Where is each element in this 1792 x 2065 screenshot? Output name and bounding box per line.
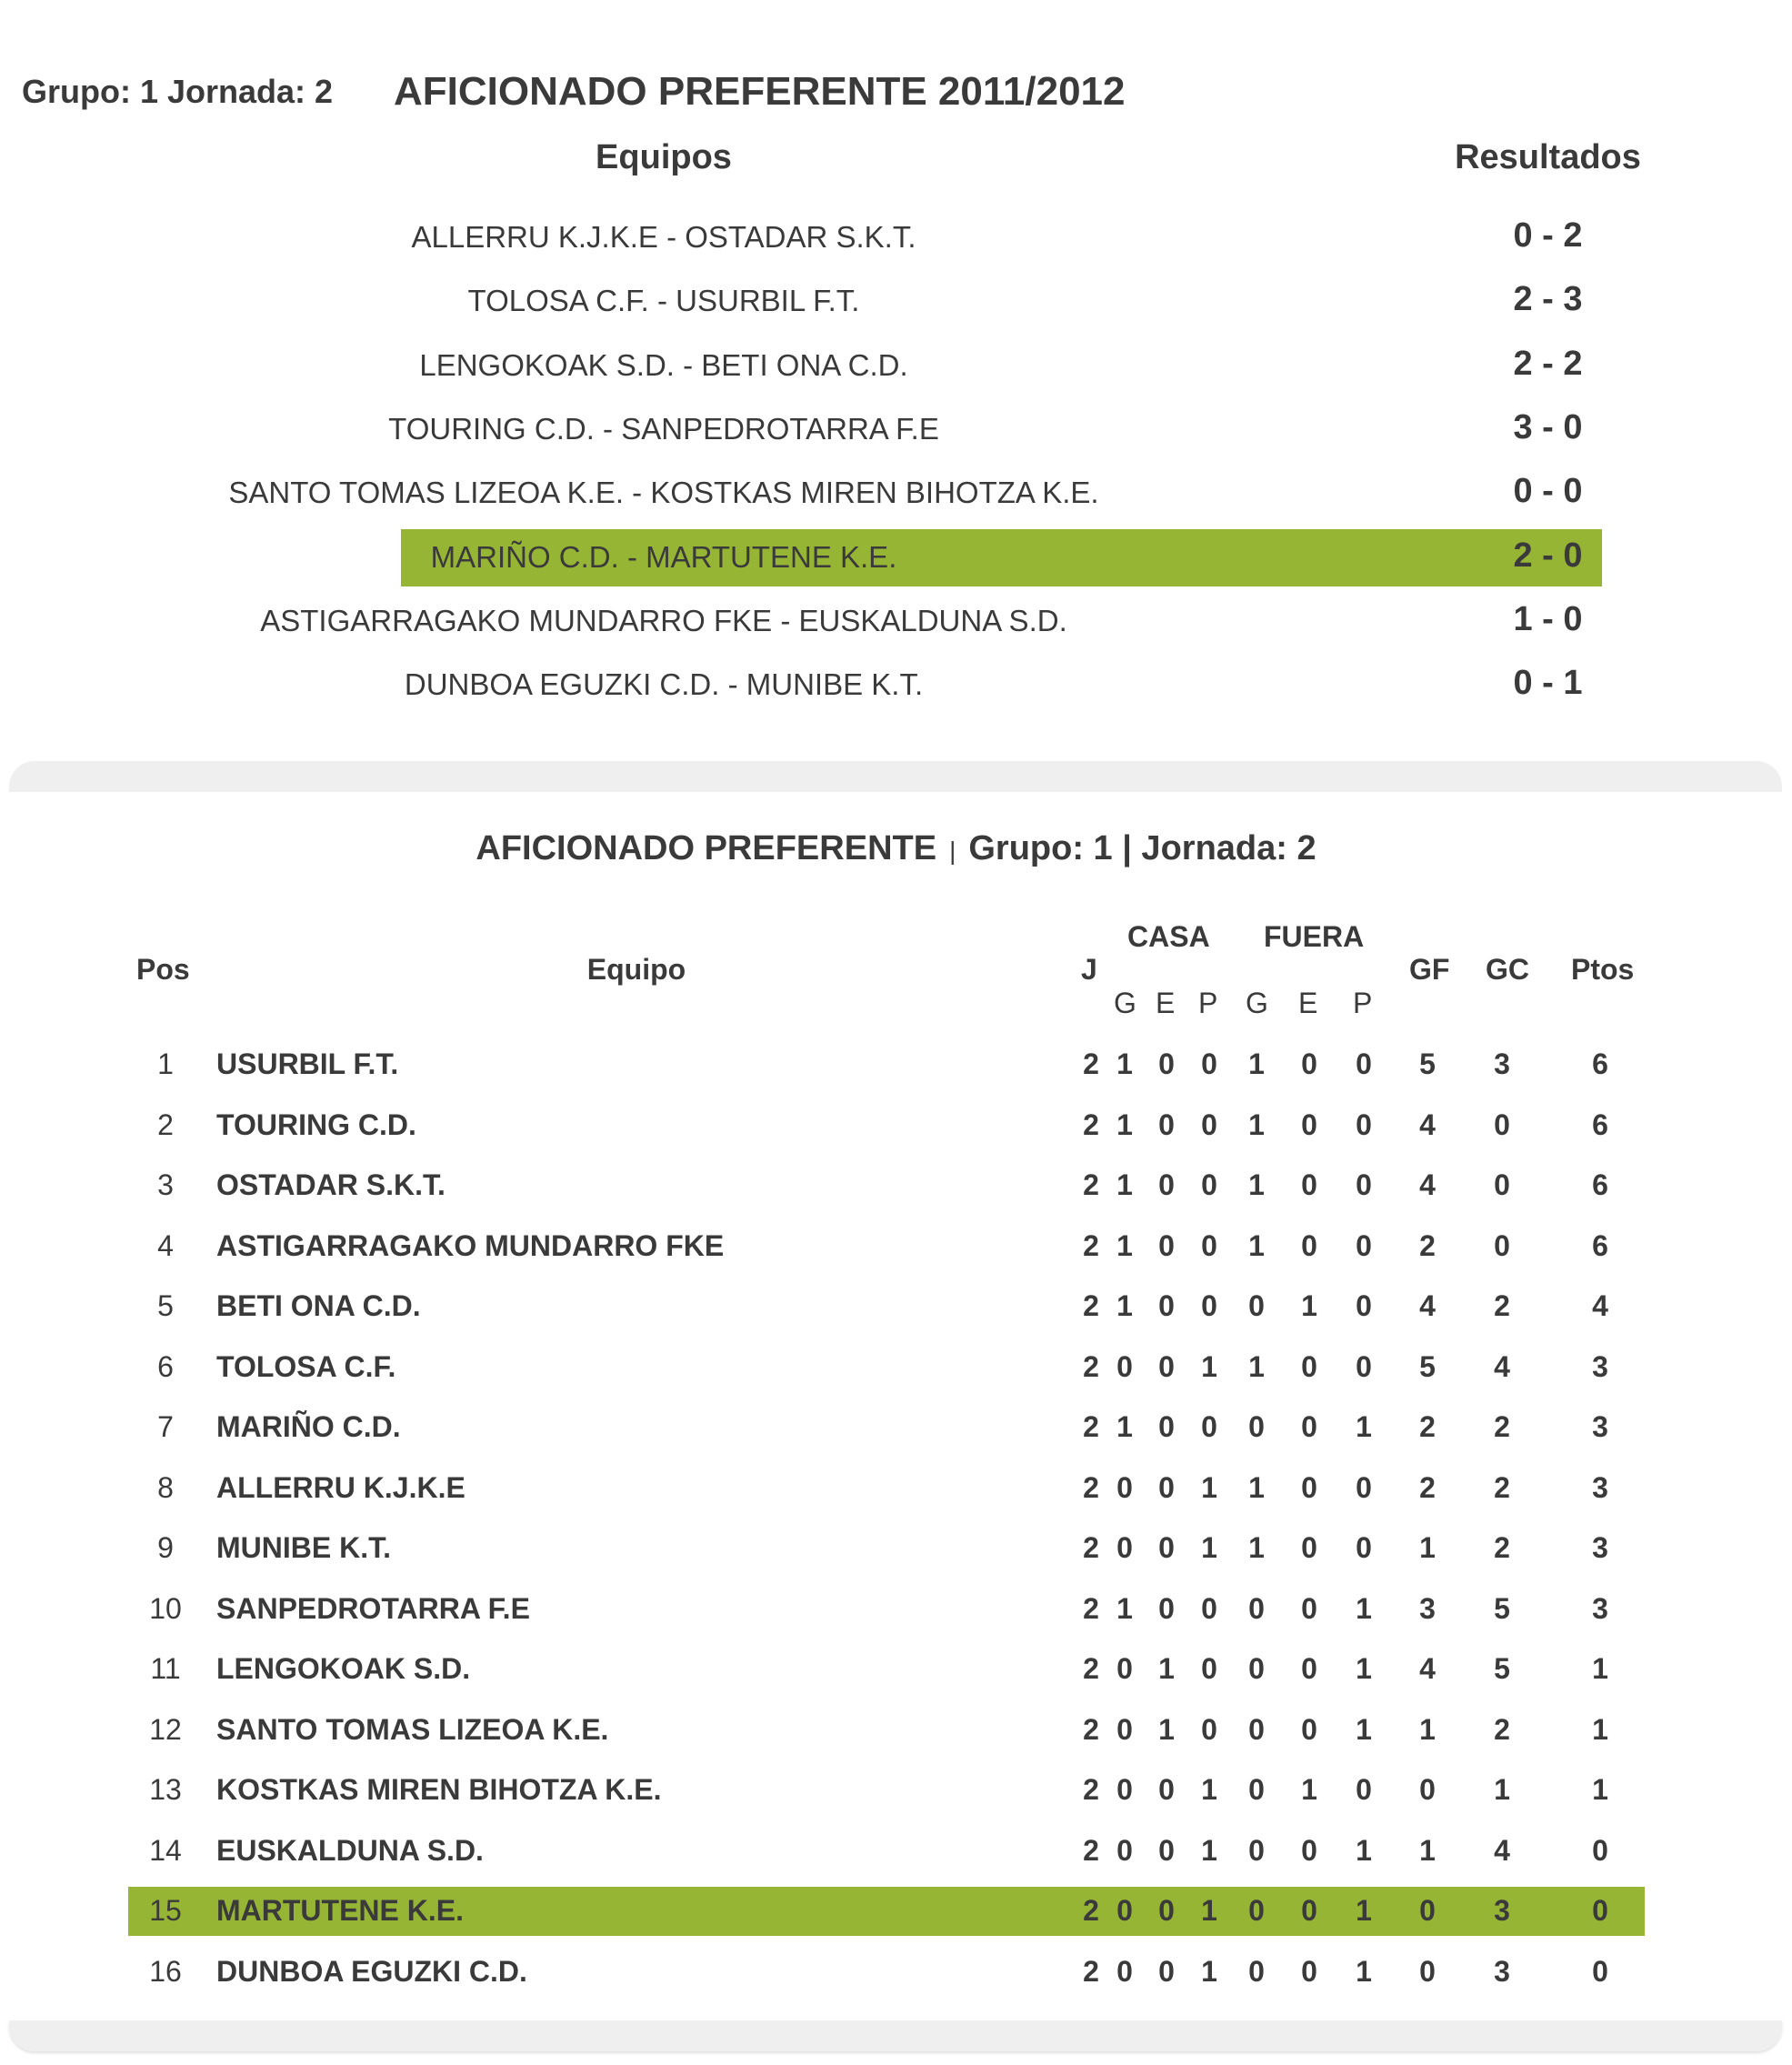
cell-fp: 0 (1356, 1168, 1372, 1201)
match-teams: LENGOKOAK S.D. - BETI ONA C.D. (419, 347, 908, 382)
cell-gf: 2 (1419, 1228, 1436, 1262)
standings-competition: AFICIONADO PREFERENTE (476, 829, 937, 867)
cell-fe: 0 (1301, 1410, 1317, 1443)
cell-j: 2 (1083, 1289, 1099, 1322)
cell-fg: 1 (1248, 1168, 1265, 1201)
cell-j: 2 (1083, 1470, 1099, 1504)
cell-team: MARIÑO C.D. (216, 1410, 401, 1443)
table-row (0, 1161, 1792, 1210)
cell-fp: 0 (1356, 1773, 1372, 1806)
cell-cp: 0 (1201, 1228, 1217, 1262)
cell-team: LENGOKOAK S.D. (216, 1652, 471, 1685)
table-row (0, 1827, 1792, 1876)
cell-gf: 4 (1419, 1168, 1436, 1201)
cell-pos: 16 (149, 1954, 182, 1988)
cell-fp: 0 (1356, 1048, 1372, 1080)
cell-cg: 1 (1116, 1168, 1133, 1201)
cell-j: 2 (1083, 1894, 1099, 1927)
cell-gc: 3 (1494, 1894, 1510, 1927)
cell-ce: 0 (1158, 1048, 1175, 1080)
cell-fp: 1 (1356, 1954, 1372, 1988)
cell-j: 2 (1083, 1591, 1099, 1625)
cell-gc: 2 (1494, 1470, 1510, 1504)
match-score: 3 - 0 (1513, 407, 1583, 446)
cell-cp: 1 (1201, 1954, 1217, 1988)
cell-pts: 0 (1592, 1833, 1608, 1867)
cell-gc: 4 (1494, 1833, 1510, 1867)
table-row (0, 1948, 1792, 1997)
cell-team: SANPEDROTARRA F.E (216, 1591, 530, 1625)
cell-team: MARTUTENE K.E. (216, 1894, 464, 1927)
cell-gc: 2 (1494, 1410, 1510, 1443)
cell-pts: 6 (1592, 1228, 1608, 1262)
col-header-teams: Equipos (596, 138, 732, 176)
cell-ce: 0 (1158, 1349, 1175, 1383)
cell-team: USURBIL F.T. (216, 1048, 399, 1080)
cell-fe: 0 (1301, 1108, 1317, 1141)
cell-cg: 0 (1116, 1773, 1133, 1806)
cell-team: EUSKALDUNA S.D. (216, 1833, 484, 1867)
table-row (0, 1403, 1792, 1452)
match-score: 2 - 3 (1513, 280, 1583, 319)
group-header-casa: CASA (1127, 920, 1210, 953)
cell-gc: 5 (1494, 1652, 1510, 1685)
cell-fp: 1 (1356, 1894, 1372, 1927)
cell-cg: 0 (1116, 1833, 1133, 1867)
cell-fg: 0 (1248, 1894, 1265, 1927)
cell-fe: 0 (1301, 1894, 1317, 1927)
table-row (0, 1343, 1792, 1392)
cell-j: 2 (1083, 1228, 1099, 1262)
cell-j: 2 (1083, 1168, 1099, 1201)
cell-fg: 0 (1248, 1773, 1265, 1806)
cell-team: ASTIGARRAGAKO MUNDARRO FKE (216, 1228, 725, 1262)
cell-ce: 0 (1158, 1773, 1175, 1806)
match-teams: ALLERRU K.J.K.E - OSTADAR S.K.T. (411, 220, 916, 254)
cell-pts: 4 (1592, 1289, 1608, 1322)
cell-cg: 1 (1116, 1108, 1133, 1141)
cell-ce: 0 (1158, 1108, 1175, 1141)
match-teams: ASTIGARRAGAKO MUNDARRO FKE - EUSKALDUNA S.D. (260, 603, 1067, 637)
cell-gc: 0 (1494, 1228, 1510, 1262)
cell-ce: 0 (1158, 1954, 1175, 1988)
cell-gf: 2 (1419, 1470, 1436, 1504)
table-row (0, 1040, 1792, 1089)
cell-fp: 0 (1356, 1289, 1372, 1322)
cell-pts: 3 (1592, 1591, 1608, 1625)
match-row (0, 401, 1792, 458)
match-score: 2 - 2 (1513, 344, 1583, 383)
cell-cp: 1 (1201, 1349, 1217, 1383)
cell-fp: 1 (1356, 1652, 1372, 1685)
table-row (0, 1585, 1792, 1634)
cell-fp: 0 (1356, 1349, 1372, 1383)
cell-cp: 0 (1201, 1048, 1217, 1080)
cell-cg: 0 (1116, 1954, 1133, 1988)
cell-cp: 0 (1201, 1591, 1217, 1625)
cell-fg: 0 (1248, 1410, 1265, 1443)
cell-pos: 15 (149, 1894, 182, 1927)
table-row (0, 1282, 1792, 1331)
cell-team: TOLOSA C.F. (216, 1349, 396, 1383)
col-header-gf: GF (1409, 953, 1450, 986)
sub-header-casa-g: G (1114, 987, 1136, 1019)
match-row (0, 209, 1792, 266)
cell-fe: 0 (1301, 1712, 1317, 1746)
cell-gc: 3 (1494, 1048, 1510, 1080)
table-row (0, 1101, 1792, 1150)
cell-pos: 7 (157, 1410, 174, 1443)
match-row (0, 337, 1792, 395)
cell-fe: 0 (1301, 1048, 1317, 1080)
cell-gc: 2 (1494, 1289, 1510, 1322)
cell-cg: 1 (1116, 1228, 1133, 1262)
cell-cp: 0 (1201, 1289, 1217, 1322)
cell-ce: 0 (1158, 1410, 1175, 1443)
col-header-pts: Ptos (1571, 953, 1635, 986)
cell-fg: 0 (1248, 1591, 1265, 1625)
cell-cg: 1 (1116, 1289, 1133, 1322)
cell-cg: 1 (1116, 1410, 1133, 1443)
table-row-highlighted (0, 1887, 1792, 1936)
cell-j: 2 (1083, 1108, 1099, 1141)
sub-header-casa-e: E (1156, 987, 1176, 1019)
cell-j: 2 (1083, 1410, 1099, 1443)
cell-pts: 0 (1592, 1954, 1608, 1988)
cell-team: OSTADAR S.K.T. (216, 1168, 445, 1201)
cell-gf: 1 (1419, 1531, 1436, 1564)
cell-gf: 0 (1419, 1894, 1436, 1927)
table-row (0, 1524, 1792, 1573)
cell-fg: 1 (1248, 1108, 1265, 1141)
cell-pos: 12 (149, 1712, 182, 1746)
cell-cg: 0 (1116, 1531, 1133, 1564)
cell-team: ALLERRU K.J.K.E (216, 1470, 466, 1504)
match-score: 1 - 0 (1513, 599, 1583, 638)
cell-ce: 1 (1158, 1712, 1175, 1746)
cell-fp: 0 (1356, 1228, 1372, 1262)
cell-fg: 0 (1248, 1712, 1265, 1746)
cell-j: 2 (1083, 1048, 1099, 1080)
cell-cg: 1 (1116, 1591, 1133, 1625)
cell-gc: 2 (1494, 1531, 1510, 1564)
cell-fp: 1 (1356, 1591, 1372, 1625)
match-row (0, 465, 1792, 522)
cell-gf: 3 (1419, 1591, 1436, 1625)
cell-fp: 0 (1356, 1470, 1372, 1504)
cell-gf: 1 (1419, 1833, 1436, 1867)
cell-gc: 1 (1494, 1773, 1510, 1806)
match-score: 0 - 1 (1513, 664, 1583, 703)
match-score: 2 - 0 (1513, 536, 1583, 575)
cell-fg: 1 (1248, 1228, 1265, 1262)
cell-fp: 1 (1356, 1833, 1372, 1867)
match-row-highlighted (0, 529, 1792, 586)
cell-pos: 14 (149, 1833, 182, 1867)
match-teams: MARIÑO C.D. - MARTUTENE K.E. (430, 539, 897, 574)
cell-ce: 0 (1158, 1894, 1175, 1927)
title-separator: | (949, 837, 956, 865)
cell-cg: 0 (1116, 1470, 1133, 1504)
cell-gf: 2 (1419, 1410, 1436, 1443)
cell-ce: 0 (1158, 1168, 1175, 1201)
cell-fe: 0 (1301, 1349, 1317, 1383)
cell-gc: 0 (1494, 1168, 1510, 1201)
cell-gf: 4 (1419, 1289, 1436, 1322)
cell-fg: 1 (1248, 1531, 1265, 1564)
cell-cg: 0 (1116, 1652, 1133, 1685)
col-header-j: J (1081, 953, 1097, 986)
cell-gf: 5 (1419, 1048, 1436, 1080)
group-header-fuera: FUERA (1264, 920, 1365, 953)
cell-team: DUNBOA EGUZKI C.D. (216, 1954, 527, 1988)
cell-ce: 0 (1158, 1289, 1175, 1322)
sub-header-fuera-p: P (1353, 987, 1373, 1019)
cell-fg: 0 (1248, 1833, 1265, 1867)
cell-pos: 9 (157, 1531, 174, 1564)
match-row (0, 657, 1792, 714)
cell-gc: 4 (1494, 1349, 1510, 1383)
cell-fe: 1 (1301, 1773, 1317, 1806)
cell-pos: 11 (150, 1652, 181, 1685)
match-teams: DUNBOA EGUZKI C.D. - MUNIBE K.T. (404, 667, 924, 702)
cell-gf: 1 (1419, 1712, 1436, 1746)
cell-pos: 1 (157, 1048, 174, 1080)
cell-fe: 0 (1301, 1168, 1317, 1201)
cell-gf: 0 (1419, 1773, 1436, 1806)
cell-ce: 0 (1158, 1470, 1175, 1504)
cell-pts: 3 (1592, 1349, 1608, 1383)
cell-fp: 1 (1356, 1712, 1372, 1746)
cell-pos: 13 (149, 1773, 182, 1806)
cell-pts: 6 (1592, 1168, 1608, 1201)
col-header-gc: GC (1486, 953, 1529, 986)
cell-pts: 3 (1592, 1410, 1608, 1443)
cell-cg: 0 (1116, 1894, 1133, 1927)
cell-pos: 2 (157, 1108, 174, 1141)
cell-pts: 1 (1592, 1712, 1608, 1746)
cell-ce: 1 (1158, 1652, 1175, 1685)
cell-pts: 3 (1592, 1470, 1608, 1504)
cell-fp: 0 (1356, 1108, 1372, 1141)
col-header-results: Resultados (1455, 138, 1641, 176)
match-score: 0 - 0 (1513, 472, 1583, 511)
cell-ce: 0 (1158, 1591, 1175, 1625)
cell-fe: 0 (1301, 1470, 1317, 1504)
cell-cp: 0 (1201, 1652, 1217, 1685)
table-row (0, 1766, 1792, 1815)
standings-subtitle: Grupo: 1 | Jornada: 2 (968, 829, 1316, 867)
cell-pos: 4 (157, 1228, 174, 1262)
cell-fp: 1 (1356, 1410, 1372, 1443)
cell-fe: 0 (1301, 1591, 1317, 1625)
cell-gf: 0 (1419, 1954, 1436, 1988)
cell-j: 2 (1083, 1652, 1099, 1685)
cell-fe: 1 (1301, 1289, 1317, 1322)
cell-team: TOURING C.D. (216, 1108, 416, 1141)
cell-gc: 5 (1494, 1591, 1510, 1625)
cell-gc: 2 (1494, 1712, 1510, 1746)
cell-gf: 4 (1419, 1108, 1436, 1141)
match-teams: TOURING C.D. - SANPEDROTARRA F.E (388, 411, 939, 446)
cell-cp: 1 (1201, 1470, 1217, 1504)
match-row (0, 593, 1792, 650)
cell-j: 2 (1083, 1954, 1099, 1988)
cell-cp: 0 (1201, 1410, 1217, 1443)
col-header-team: Equipo (586, 953, 686, 986)
cell-fg: 1 (1248, 1048, 1265, 1080)
table-row (0, 1706, 1792, 1755)
cell-pts: 3 (1592, 1531, 1608, 1564)
cell-gf: 5 (1419, 1349, 1436, 1383)
group-round-label: Grupo: 1 Jornada: 2 (22, 73, 334, 110)
cell-fe: 0 (1301, 1954, 1317, 1988)
cell-fg: 1 (1248, 1470, 1265, 1504)
cell-j: 2 (1083, 1531, 1099, 1564)
cell-cp: 1 (1201, 1894, 1217, 1927)
page-title: AFICIONADO PREFERENTE 2011/2012 (394, 69, 1126, 114)
cell-fe: 0 (1301, 1228, 1317, 1262)
cell-cp: 0 (1201, 1168, 1217, 1201)
cell-pts: 1 (1592, 1652, 1608, 1685)
cell-fg: 0 (1248, 1652, 1265, 1685)
cell-fg: 0 (1248, 1954, 1265, 1988)
cell-pos: 5 (157, 1289, 174, 1322)
match-row (0, 273, 1792, 330)
cell-pos: 6 (157, 1349, 174, 1383)
standings-title (0, 829, 1792, 868)
cell-fe: 0 (1301, 1833, 1317, 1867)
cell-gf: 4 (1419, 1652, 1436, 1685)
cell-team: BETI ONA C.D. (216, 1289, 421, 1322)
cell-j: 2 (1083, 1349, 1099, 1383)
cell-cg: 0 (1116, 1712, 1133, 1746)
cell-cp: 1 (1201, 1833, 1217, 1867)
cell-j: 2 (1083, 1833, 1099, 1867)
cell-pts: 6 (1592, 1108, 1608, 1141)
cell-fg: 0 (1248, 1289, 1265, 1322)
table-row (0, 1222, 1792, 1271)
cell-pos: 8 (157, 1470, 174, 1504)
match-score: 0 - 2 (1513, 216, 1583, 255)
cell-cp: 0 (1201, 1712, 1217, 1746)
cell-ce: 0 (1158, 1531, 1175, 1564)
sub-header-casa-p: P (1198, 987, 1218, 1019)
cell-cp: 0 (1201, 1108, 1217, 1141)
sub-header-fuera-g: G (1246, 987, 1268, 1019)
sub-header-fuera-e: E (1298, 987, 1318, 1019)
table-row (0, 1645, 1792, 1694)
cell-j: 2 (1083, 1773, 1099, 1806)
cell-gc: 3 (1494, 1954, 1510, 1988)
cell-pts: 0 (1592, 1894, 1608, 1927)
cell-ce: 0 (1158, 1833, 1175, 1867)
cell-pts: 1 (1592, 1773, 1608, 1806)
cell-fg: 1 (1248, 1349, 1265, 1383)
cell-cg: 1 (1116, 1048, 1133, 1080)
col-header-pos: Pos (136, 953, 190, 986)
match-teams: SANTO TOMAS LIZEOA K.E. - KOSTKAS MIREN BIHOTZA K.E. (228, 476, 1099, 510)
cell-cp: 1 (1201, 1531, 1217, 1564)
cell-ce: 0 (1158, 1228, 1175, 1262)
cell-cp: 1 (1201, 1773, 1217, 1806)
cell-fe: 0 (1301, 1531, 1317, 1564)
cell-team: KOSTKAS MIREN BIHOTZA K.E. (216, 1773, 662, 1806)
table-row (0, 1464, 1792, 1513)
cell-team: SANTO TOMAS LIZEOA K.E. (216, 1712, 609, 1746)
cell-j: 2 (1083, 1712, 1099, 1746)
match-teams: TOLOSA C.F. - USURBIL F.T. (467, 284, 860, 318)
cell-pos: 10 (149, 1591, 182, 1625)
card-bottom-band (9, 2020, 1782, 2051)
cell-team: MUNIBE K.T. (216, 1531, 391, 1564)
cell-cg: 0 (1116, 1349, 1133, 1383)
cell-fe: 0 (1301, 1652, 1317, 1685)
cell-pts: 6 (1592, 1048, 1608, 1080)
cell-gc: 0 (1494, 1108, 1510, 1141)
cell-fp: 0 (1356, 1531, 1372, 1564)
cell-pos: 3 (157, 1168, 174, 1201)
card-top-band (9, 761, 1782, 792)
